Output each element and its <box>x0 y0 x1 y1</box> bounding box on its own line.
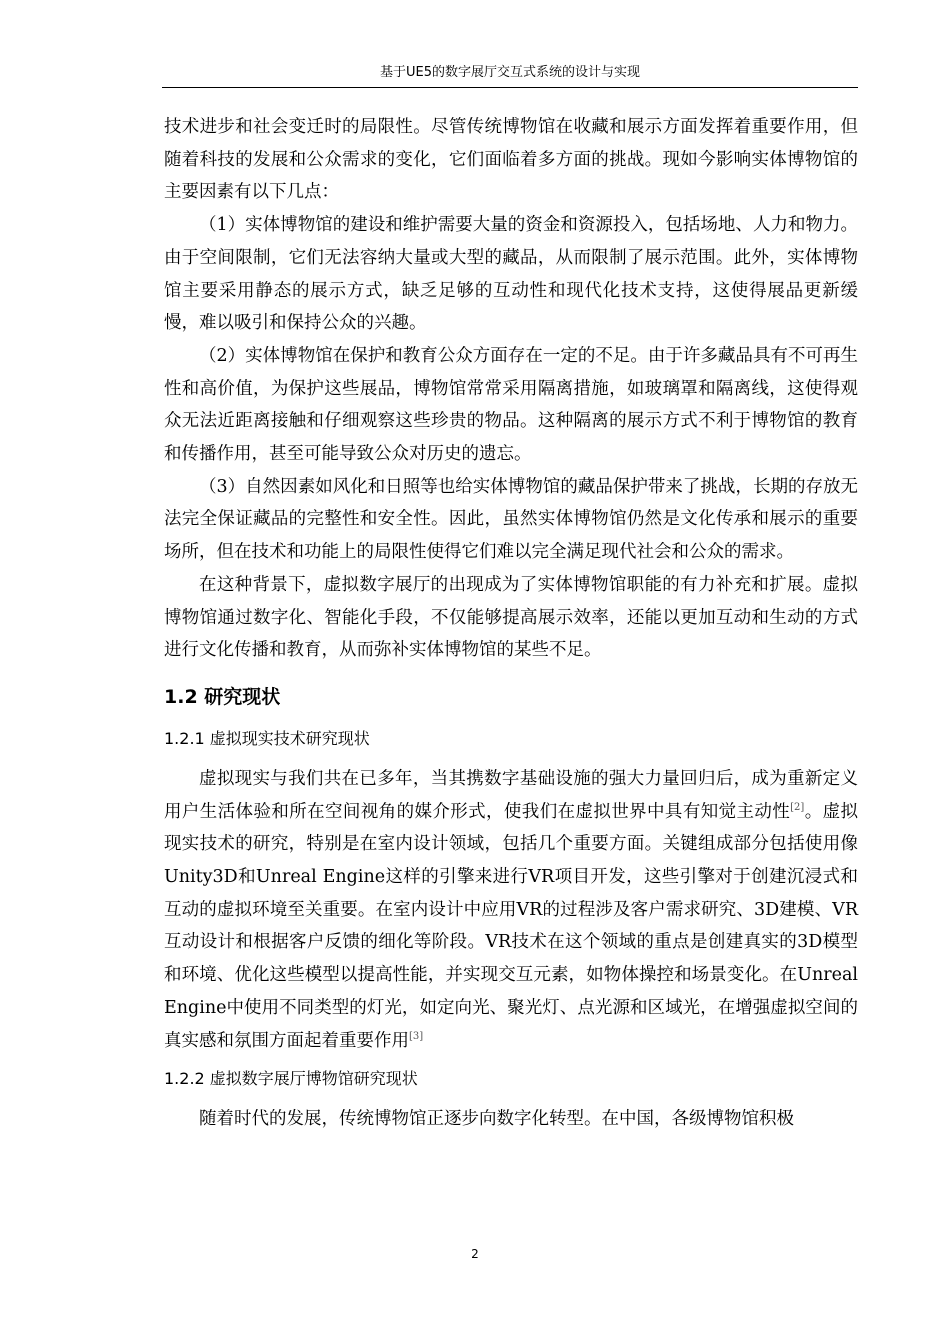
page-number: 2 <box>471 1247 479 1261</box>
header-rule <box>162 87 858 88</box>
paragraph-digital-museum: 随着时代的发展，传统博物馆正逐步向数字化转型。在中国，各级博物馆积极 <box>199 1109 794 1130</box>
subsection-heading-1-2-2: 1.2.2 虚拟数字展厅博物馆研究现状 <box>164 1069 418 1089</box>
paragraph-background-summary: 在这种背景下，虚拟数字展厅的出现成为了实体博物馆职能的有力补充和扩展。虚拟博物馆通过数字化、智能化手段，不仅能够提高展示效率，还能以更加互动和生动的方式进行文化传播和教育，从而弥补实体博物馆的某些不足。 <box>164 574 858 661</box>
subsection-heading-1-2-1: 1.2.1 虚拟现实技术研究现状 <box>164 728 370 748</box>
paragraph-point-3: （3）自然因素如风化和日照等也给实体博物馆的藏品保护带来了挑战，长期的存放无法完全保证藏品的完整性和安全性。因此，虽然实体博物馆仍然是文化传承和展示的重要场所，但在技术和功能上的局限性使得它们难以完全满足现代社会和公众的需求。 <box>164 476 858 563</box>
page-body <box>164 111 858 1136</box>
paragraph-vr-research <box>164 763 858 1057</box>
citation-ref-3[interactable]: [3] <box>409 1030 424 1042</box>
paragraph-continuation: 技术进步和社会变迁时的局限性。尽管传统博物馆在收藏和展示方面发挥着重要作用，但随着科技的发展和公众需求的变化，它们面临着多方面的挑战。现如今影响实体博物馆的主要因素有以下几点： <box>164 117 858 203</box>
citation-ref-2[interactable]: [2] <box>790 801 805 813</box>
vr-research-text-b: 。虚拟现实技术的研究，特别是在室内设计领域，包括几个重要方面。关键组成部分包括使用像Unity3D和Unreal Engine这样的引擎来进行VR项目开发，这些引擎对于创建沉浸式和互动的虚拟环境至关重要。在室内设计中应用VR的过程涉及客户需求研究、3D建模、VR互动设计和根据客户反馈的细化等阶段。VR技术在这个领域的重点是创建真实的3D模型和环境、优化这些模型以提高性能，并实现交互元素，如物体操控和场景变化。在Unreal Engine中使用不同类型的灯光，如定向光、聚光灯、点光源和区域光，在增强虚拟空间的真实感和氛围方面起着重要作用 <box>164 801 858 1051</box>
vr-research-text-a: 虚拟现实与我们共在已多年，当其携数字基础设施的强大力量回归后，成为重新定义用户生活体验和所在空间视角的媒介形式，使我们在虚拟世界中具有知觉主动性 <box>164 768 858 822</box>
running-header: 基于UE5的数字展厅交互式系统的设计与实现 <box>379 65 640 80</box>
section-heading-1-2: 1.2 研究现状 <box>164 685 281 708</box>
paragraph-point-2: （2）实体博物馆在保护和教育公众方面存在一定的不足。由于许多藏品具有不可再生性和高价值，为保护这些展品，博物馆常常采用隔离措施，如玻璃罩和隔离线，这使得观众无法近距离接触和仔细观察这些珍贵的物品。这种隔离的展示方式不利于博物馆的教育和传播作用，甚至可能导致公众对历史的遗忘。 <box>164 345 858 465</box>
paragraph-point-1: （1）实体博物馆的建设和维护需要大量的资金和资源投入，包括场地、人力和物力。由于空间限制，它们无法容纳大量或大型的藏品，从而限制了展示范围。此外，实体博物馆主要采用静态的展示方式，缺乏足够的互动性和现代化技术支持，这使得展品更新缓慢，难以吸引和保持公众的兴趣。 <box>164 215 858 334</box>
